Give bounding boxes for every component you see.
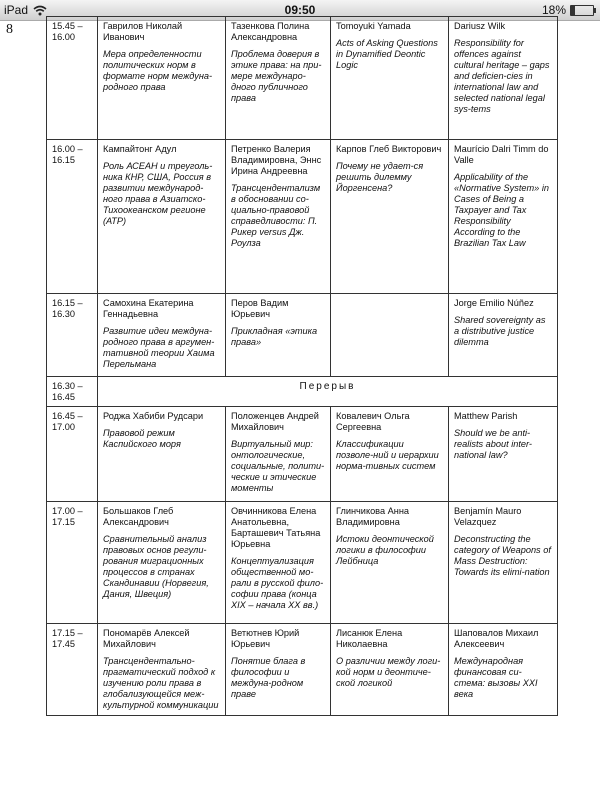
speaker-name: Benjamín Mauro Velazquez [454, 506, 522, 527]
talk-title: Классификации позволе-ний и иерархии норма-тивных систем [336, 439, 439, 471]
speaker-name: Роджа Хабиби Рудсари [103, 411, 204, 421]
talk-cell [98, 294, 226, 377]
table-row [47, 624, 558, 716]
talk-cell [226, 407, 331, 502]
speaker-name: Matthew Parish [454, 411, 518, 421]
speaker-name: Перов Вадим Юрьевич [231, 298, 289, 319]
talk-title: Applicability of the «Normative System» in Cases of Being a Taxpayer and Tax Responsibility According to the Brazilian Tax Law [454, 172, 549, 248]
speaker-name: Глинчикова Анна Владимировна [336, 506, 410, 527]
talk-title: Международная финансовая си-стема: вызовы XXI века [454, 656, 538, 699]
schedule-table [46, 16, 558, 716]
page-number: 8 [6, 22, 13, 37]
speaker-name: Jorge Emilio Núñez [454, 298, 534, 308]
talk-cell [98, 624, 226, 716]
speaker-name: Овчинникова Елена Анатольевна, Барташевич Татьяна Юрьевна [231, 506, 321, 549]
talk-cell [98, 502, 226, 624]
talk-cell [98, 407, 226, 502]
talk-title: Виртуальный мир: онтологические, социальные, полити-ческие и этические моменты [231, 439, 325, 493]
talk-title: Сравнительный анализ правовых основ регули-рования миграционных процессов в странах Скандинавии (Норвегия, Дания, Швеция) [103, 534, 209, 599]
speaker-name: Ковалевич Ольга Сергеевна [336, 411, 410, 432]
status-right [542, 3, 594, 17]
table-row [47, 407, 558, 502]
talk-title: Понятие блага в философии и междуна-родном праве [231, 656, 306, 699]
talk-title: Deconstructing the category of Weapons of Mass Destruction: Towards its elimi-nation [454, 534, 551, 577]
speaker-name: Пономарёв Алексей Михайлович [103, 628, 190, 649]
device-label: iPad [4, 3, 29, 17]
talk-cell [331, 17, 449, 140]
speaker-name: Гаврилов Николай Иванович [103, 21, 183, 42]
time-slot: 16.00 – 16.15 [47, 140, 98, 294]
talk-cell [449, 140, 558, 294]
talk-title: Should we be anti-realists about inter-national law? [454, 428, 532, 460]
table-row [47, 17, 558, 140]
talk-cell [449, 502, 558, 624]
talk-cell [226, 502, 331, 624]
time-slot: 17.15 – 17.45 [47, 624, 98, 716]
talk-cell [449, 294, 558, 377]
talk-title: Прикладная «этика права» [231, 326, 318, 347]
break-cell: Перерыв [98, 377, 558, 407]
talk-cell [449, 17, 558, 140]
time-slot: 16.30 – 16.45 [47, 377, 98, 407]
talk-cell [98, 17, 226, 140]
battery-percent: 18% [541, 3, 566, 17]
table-row [47, 294, 558, 377]
speaker-name: Большаков Глеб Александрович [103, 506, 174, 527]
talk-title: Мера определенности политических норм в формате норм междуна-родного права [103, 49, 213, 92]
speaker-name: Шаповалов Михаил Алексеевич [454, 628, 539, 649]
speaker-name: Карпов Глеб Викторович [336, 144, 442, 154]
talk-title: О различии между логи-кой норм и деонтиче-ской логикой [336, 656, 441, 688]
speaker-name: Кампайтонг Адул [103, 144, 177, 154]
talk-cell [331, 294, 449, 377]
time-slot: 17.00 – 17.15 [47, 502, 98, 624]
table-row [47, 502, 558, 624]
talk-title: Responsibility for offences against cultural heritage – gaps and deficien-cies in international law and selected national legal sys-tems [454, 38, 550, 114]
speaker-name: Лисанюк Елена Николаевна [336, 628, 403, 649]
speaker-name: Tomoyuki Yamada [336, 21, 411, 31]
talk-cell [331, 140, 449, 294]
time-slot: 16.15 – 16.30 [47, 294, 98, 377]
clock: 09:50 [284, 3, 316, 17]
talk-title: Истоки деонтической логики в философии Лейбница [336, 534, 434, 566]
battery-icon [570, 5, 594, 16]
speaker-name: Тазенкова Полина Александровна [231, 21, 310, 42]
talk-title: Проблема доверия в этике права: на при-мере междунаро-дного публичного права [231, 49, 322, 103]
talk-title: Трансцендентализм в обосновании со-циально-правовой справедливости: П. Рикер versus Дж. Роулза [231, 183, 321, 248]
talk-title: Развитие идеи междуна-родного права в аргумен-тативной теории Хаима Перельмана [103, 326, 215, 369]
talk-cell [226, 624, 331, 716]
speaker-name: Положенцев Андрей Михайлович [231, 411, 319, 432]
talk-title: Правовой режим Каспийского моря [103, 428, 181, 449]
talk-cell [331, 502, 449, 624]
talk-cell [226, 140, 331, 294]
talk-cell [226, 17, 331, 140]
talk-cell [449, 407, 558, 502]
battery-fill [571, 6, 575, 15]
talk-title: Роль АСЕАН и треуголь-ника КНР, США, Россия в развитии международ-ного права в Азиатско-Тихоокеанском регионе (АТР) [103, 161, 213, 226]
talk-title: Почему не удает-ся решить дилемму Йоргенсена? [336, 161, 424, 193]
talk-cell [449, 624, 558, 716]
talk-title: Трансцендентально-прагматический подход к изучению роли права в глобализующейся меж-культурной коммуникации [103, 656, 219, 710]
speaker-name: Dariusz Wilk [454, 21, 506, 31]
speaker-name: Maurício Dalri Timm do Valle [454, 144, 549, 165]
time-slot: 15.45 – 16.00 [47, 17, 98, 140]
talk-cell [331, 624, 449, 716]
talk-title: Концептуализация общественной мо-рали в русской фило-софии права (конца XIX – начала XX вв.) [231, 556, 324, 610]
speaker-name: Петренко Валерия Владимировна, Эннс Ирина Андреевна [231, 144, 322, 176]
table-row [47, 377, 558, 407]
table-row [47, 140, 558, 294]
speaker-name: Ветютнев Юрий Юрьевич [231, 628, 300, 649]
talk-cell [331, 407, 449, 502]
time-slot: 16.45 – 17.00 [47, 407, 98, 502]
talk-cell [226, 294, 331, 377]
schedule-body [47, 17, 558, 716]
speaker-name: Самохина Екатерина Геннадьевна [103, 298, 194, 319]
talk-title: Shared sovereignty as a distributive justice dilemma [454, 315, 546, 347]
talk-title: Acts of Asking Questions in Dynamified Deontic Logic [336, 38, 438, 70]
talk-cell [98, 140, 226, 294]
